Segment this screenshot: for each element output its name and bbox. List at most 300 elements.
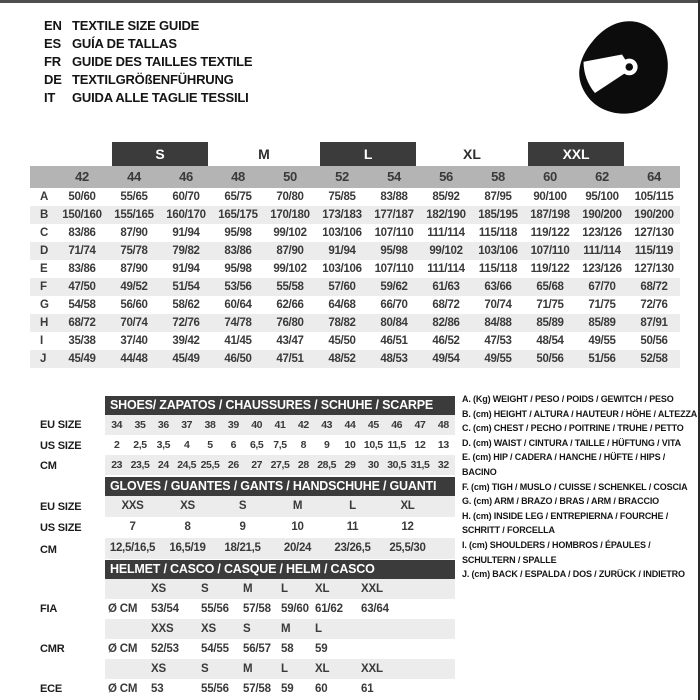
size-value: 74/78 — [224, 317, 252, 329]
helmet-value: 53/54 — [151, 603, 179, 615]
size-value: 58/62 — [172, 299, 200, 311]
shoes-value: 23,5 — [130, 459, 150, 471]
language-list — [44, 18, 252, 108]
gloves-value: 12 — [401, 521, 414, 533]
helmet-value: 58 — [281, 643, 294, 655]
size-value: 111/114 — [583, 245, 621, 257]
size-value: 72/76 — [640, 299, 668, 311]
helmet-size-row-FIA — [105, 579, 455, 599]
size-value: 63/66 — [484, 281, 512, 293]
language-row — [44, 36, 252, 51]
legend-entry: G. (cm) ARM / BRAZO / BRAS / ARM / BRACCIO — [462, 496, 660, 507]
size-value: 150/160 — [62, 209, 102, 221]
helmet-size: S — [201, 663, 209, 675]
size-value: 160/170 — [166, 209, 206, 221]
size-value: 99/102 — [429, 245, 463, 257]
size-value: 45/49 — [68, 353, 96, 365]
size-value: 91/94 — [172, 227, 200, 239]
gloves-value: 8 — [184, 521, 191, 533]
size-value: 79/82 — [172, 245, 200, 257]
legend-entry: H. (cm) INSIDE LEG / ENTREPIERNA / FOURCHE / SCHRITT / FORCELLA — [462, 510, 669, 536]
size-value: 71/74 — [68, 245, 96, 257]
helmet-value: 55/56 — [201, 603, 229, 615]
size-value: 177/187 — [374, 209, 414, 221]
helmet-size: XXL — [361, 583, 383, 595]
size-value: 61/63 — [432, 281, 460, 293]
size-value: 49/52 — [120, 281, 148, 293]
shoes-value: 24,5 — [177, 459, 197, 471]
helmet-value: 59 — [315, 643, 328, 655]
shoes-value: 48 — [437, 419, 449, 431]
size-value: 78/82 — [328, 317, 356, 329]
helmet-value: 52/53 — [151, 643, 179, 655]
helmet-size: M — [281, 623, 291, 635]
gloves-value: 12,5/16,5 — [109, 542, 156, 554]
size-value: 68/72 — [68, 317, 96, 329]
gloves-value: 18/21,5 — [224, 542, 261, 554]
gloves-row-label-2: CM — [40, 544, 57, 556]
size-value: 95/98 — [224, 263, 252, 275]
legend-entry: J. (cm) BACK / ESPALDA / DOS / ZURÜCK / INDIETRO — [462, 569, 685, 580]
size-row-B — [30, 206, 680, 224]
size-value: 83/86 — [68, 227, 96, 239]
size-value: 49/55 — [484, 353, 512, 365]
size-value: 107/110 — [374, 227, 414, 239]
shoes-value: 10 — [344, 439, 356, 451]
size-value: 182/190 — [426, 209, 466, 221]
shoes-value: 7,5 — [273, 439, 287, 451]
gloves-value: XXS — [121, 500, 144, 512]
size-group-S: S — [112, 142, 208, 166]
size-row-H — [30, 314, 680, 332]
shoes-value: 39 — [227, 419, 239, 431]
size-value: 127/130 — [634, 227, 674, 239]
size-value: 54/58 — [68, 299, 96, 311]
language-row — [44, 54, 252, 69]
shoes-value: 44 — [344, 419, 356, 431]
size-value: 95/98 — [224, 227, 252, 239]
shoes-value: 37 — [181, 419, 193, 431]
row-letter: G — [40, 299, 49, 311]
size-value: 83/86 — [224, 245, 252, 257]
shoes-value: 12 — [414, 439, 426, 451]
size-value: 87/91 — [640, 317, 668, 329]
helmet-size-row-CMR — [105, 619, 455, 639]
row-letter: I — [40, 335, 44, 347]
shoes-value: 27,5 — [270, 459, 290, 471]
helmet-size: XS — [151, 663, 166, 675]
size-value: 127/130 — [634, 263, 674, 275]
size-value: 82/86 — [432, 317, 460, 329]
helmet-header: HELMET / CASCO / CASQUE / HELM / CASCO — [105, 560, 455, 579]
gloves-value: 10 — [291, 521, 304, 533]
size-value: 123/126 — [582, 263, 622, 275]
size-value: 51/54 — [172, 281, 200, 293]
size-col-header: 60 — [543, 169, 557, 184]
size-group-M: M — [258, 146, 270, 162]
size-value: 52/58 — [640, 353, 668, 365]
shoes-value: 25,5 — [200, 459, 220, 471]
size-value: 75/85 — [328, 191, 356, 203]
shoes-value: 3,5 — [156, 439, 171, 451]
unit-spacer — [105, 659, 151, 679]
size-group-row — [30, 142, 680, 166]
shoes-value: 8 — [300, 439, 307, 451]
shoes-value: 45 — [367, 419, 379, 431]
shoes-value: 31,5 — [410, 459, 430, 471]
helmet-size: L — [281, 663, 288, 675]
size-value: 71/75 — [588, 299, 616, 311]
helmet-size: XS — [151, 583, 166, 595]
size-value: 165/175 — [218, 209, 258, 221]
size-value: 45/50 — [328, 335, 356, 347]
size-row-I — [30, 332, 680, 350]
shoes-value: 10,5 — [363, 439, 383, 451]
size-col-header: 50 — [283, 169, 297, 184]
size-value: 67/70 — [588, 281, 616, 293]
shoes-value: 36 — [157, 419, 169, 431]
legend-entry: B. (cm) HEIGHT / ALTURA / HAUTEUR / HÖHE / ALTEZZA — [462, 408, 698, 419]
helmet-standard-label-FIA: FIA — [40, 603, 58, 615]
gloves-value: 23/26,5 — [334, 542, 371, 554]
size-value: 83/86 — [68, 263, 96, 275]
language-code: FR — [44, 54, 61, 69]
helmet-size: XXL — [361, 663, 383, 675]
shoes-value: 28 — [297, 459, 309, 471]
size-value: 53/56 — [224, 281, 252, 293]
size-value: 68/72 — [432, 299, 460, 311]
legend-entry: D. (cm) WAIST / CINTURA / TAILLE / HÜFTUNG / VITA — [462, 437, 681, 448]
row-letter: E — [40, 263, 48, 275]
size-value: 84/88 — [484, 317, 512, 329]
helmet-value: 61/62 — [315, 603, 343, 615]
size-row-G — [30, 296, 680, 314]
gloves-row-2 — [105, 538, 455, 559]
language-title: GUÍA DE TALLAS — [72, 36, 177, 51]
helmet-value: 59/60 — [281, 603, 309, 615]
size-row-F — [30, 278, 680, 296]
size-value: 56/60 — [120, 299, 148, 311]
size-value: 39/42 — [172, 335, 200, 347]
helmet-standard-label-CMR: CMR — [40, 643, 65, 655]
helmet-icon-svg — [570, 16, 674, 120]
shoes-value: 32 — [437, 459, 449, 471]
size-value: 48/53 — [380, 353, 408, 365]
size-value: 47/50 — [68, 281, 96, 293]
size-row-J — [30, 350, 680, 368]
size-value: 46/50 — [224, 353, 252, 365]
gloves-value: 9 — [239, 521, 246, 533]
size-value: 119/122 — [530, 227, 570, 239]
shoes-row-label-0: EU SIZE — [40, 419, 82, 431]
corner-cell — [30, 166, 56, 188]
size-col-header: 52 — [335, 169, 349, 184]
shoes-value: 29 — [344, 459, 356, 471]
helmet-value-row-ECE — [105, 679, 455, 699]
gloves-header: GLOVES / GUANTES / GANTS / HANDSCHUHE / GUANTI — [105, 477, 455, 496]
shoes-value: 27 — [251, 459, 263, 471]
size-col-header: 42 — [75, 169, 89, 184]
size-value: 123/126 — [582, 227, 622, 239]
row-letter: H — [40, 317, 49, 329]
row-letter: F — [40, 281, 48, 293]
size-value: 187/198 — [530, 209, 570, 221]
size-value: 95/100 — [585, 191, 619, 203]
shoes-value: 42 — [297, 419, 309, 431]
size-value: 60/64 — [224, 299, 252, 311]
size-value: 87/90 — [120, 263, 148, 275]
size-group-XXL: XXL — [528, 142, 624, 166]
helmet-value: 61 — [361, 683, 374, 695]
shoes-value: 30 — [367, 459, 379, 471]
row-letter: B — [40, 209, 49, 221]
shoes-value: 23 — [111, 459, 123, 471]
row-letter: C — [40, 227, 49, 239]
gloves-value: M — [292, 500, 303, 512]
size-col-header: 54 — [387, 169, 401, 184]
size-row-A — [30, 188, 680, 206]
unit-label: Ø CM — [108, 603, 138, 615]
shoes-value: 4 — [183, 439, 190, 451]
size-value: 99/102 — [273, 227, 307, 239]
size-value: 76/80 — [276, 317, 304, 329]
size-value: 44/48 — [120, 353, 148, 365]
size-value: 95/98 — [380, 245, 408, 257]
size-row-E — [30, 260, 680, 278]
size-value: 85/92 — [432, 191, 460, 203]
shoes-value: 46 — [391, 419, 403, 431]
size-value: 111/114 — [427, 263, 465, 275]
language-code: EN — [44, 18, 62, 33]
gloves-row-1 — [105, 517, 455, 538]
unit-label: Ø CM — [108, 683, 138, 695]
gloves-row-0 — [105, 496, 455, 517]
gloves-value: 25,5/30 — [389, 542, 426, 554]
unit-label: Ø CM — [108, 643, 138, 655]
size-value: 45/49 — [172, 353, 200, 365]
size-value: 190/200 — [634, 209, 674, 221]
size-value: 48/54 — [536, 335, 564, 347]
helmet-size: L — [315, 623, 322, 635]
shoes-rows — [105, 415, 455, 475]
shoes-value: 5 — [207, 439, 213, 451]
gloves-rows — [105, 496, 455, 559]
size-value: 99/102 — [273, 263, 307, 275]
helmet-value: 57/58 — [243, 603, 271, 615]
language-title: GUIDE DES TAILLES TEXTILE — [72, 54, 253, 69]
shoes-value: 30,5 — [387, 459, 407, 471]
size-row-D — [30, 242, 680, 260]
measurement-legend — [462, 392, 698, 582]
size-value: 185/195 — [478, 209, 518, 221]
size-value: 55/65 — [120, 191, 148, 203]
helmet-size: XL — [315, 583, 330, 595]
gloves-value: XL — [400, 500, 415, 512]
size-value: 87/90 — [276, 245, 304, 257]
size-value: 50/60 — [68, 191, 96, 203]
legend-entry: F. (cm) TIGH / MUSLO / CUISSE / SCHENKEL / COSCIA — [462, 481, 688, 492]
size-value: 111/114 — [427, 227, 465, 239]
size-value: 71/75 — [536, 299, 564, 311]
helmet-size-row-ECE — [105, 659, 455, 679]
language-code: DE — [44, 72, 62, 87]
size-value: 155/165 — [114, 209, 154, 221]
size-value: 115/118 — [478, 227, 518, 239]
size-value: 65/68 — [536, 281, 564, 293]
helmet-size: M — [243, 583, 253, 595]
main-size-table — [30, 142, 680, 368]
gloves-value: 7 — [129, 521, 136, 533]
size-value: 64/68 — [328, 299, 356, 311]
size-value: 173/183 — [322, 209, 362, 221]
helmet-size: L — [281, 583, 288, 595]
shoes-value: 43 — [321, 419, 333, 431]
size-value: 46/51 — [380, 335, 408, 347]
shoes-value: 9 — [323, 439, 330, 451]
gloves-row-label-1: US SIZE — [40, 522, 82, 534]
shoes-value: 34 — [111, 419, 123, 431]
helmet-rows — [105, 579, 455, 699]
size-value: 107/110 — [374, 263, 414, 275]
size-value: 190/200 — [582, 209, 622, 221]
size-value: 50/56 — [536, 353, 564, 365]
size-value: 60/70 — [172, 191, 200, 203]
language-title: GUIDA ALLE TAGLIE TESSILI — [72, 90, 249, 105]
helmet-value: 59 — [281, 683, 294, 695]
top-border — [0, 0, 700, 3]
shoes-value: 2 — [113, 439, 120, 451]
size-value: 70/74 — [484, 299, 512, 311]
size-row-C — [30, 224, 680, 242]
shoes-row-label-1: US SIZE — [40, 440, 82, 452]
size-value: 47/51 — [276, 353, 304, 365]
shoes-row-2 — [105, 455, 455, 475]
shoes-value: 11,5 — [387, 439, 406, 451]
size-col-header: 56 — [439, 169, 453, 184]
size-value: 103/106 — [322, 263, 362, 275]
shoes-row-label-2: CM — [40, 460, 57, 472]
language-code: ES — [44, 36, 61, 51]
size-value: 65/75 — [224, 191, 252, 203]
helmet-size: XXS — [151, 623, 174, 635]
shoes-value: 28,5 — [317, 459, 337, 471]
size-value: 85/89 — [536, 317, 564, 329]
size-value: 57/60 — [328, 281, 356, 293]
size-value: 115/118 — [478, 263, 518, 275]
size-value: 170/180 — [270, 209, 310, 221]
size-group-XL: XL — [463, 146, 481, 162]
shoes-value: 26 — [227, 459, 239, 471]
size-value: 103/106 — [322, 227, 362, 239]
row-letter: D — [40, 245, 49, 257]
size-value: 55/58 — [276, 281, 304, 293]
helmet-value: 53 — [151, 683, 164, 695]
racing-helmet-icon — [570, 16, 674, 120]
helmet-size: XL — [315, 663, 330, 675]
unit-spacer — [105, 619, 151, 639]
helmet-value-row-FIA — [105, 599, 455, 619]
size-value: 37/40 — [120, 335, 148, 347]
size-value: 59/62 — [380, 281, 408, 293]
language-title: TEXTILE SIZE GUIDE — [72, 18, 200, 33]
gloves-value: L — [349, 500, 356, 512]
helmet-value: 63/64 — [361, 603, 389, 615]
size-table-body — [30, 188, 680, 368]
legend-entry: A. (Kg) WEIGHT / PESO / POIDS / GEWITCH / PESO — [462, 394, 674, 404]
size-value: 62/66 — [276, 299, 304, 311]
size-col-header: 58 — [491, 169, 505, 184]
helmet-size: S — [243, 623, 251, 635]
helmet-value: 60 — [315, 683, 328, 695]
size-value: 49/54 — [432, 353, 460, 365]
gloves-value: S — [238, 500, 247, 512]
helmet-size: S — [201, 583, 209, 595]
helmet-value: 56/57 — [243, 643, 271, 655]
size-value: 91/94 — [172, 263, 200, 275]
size-value: 75/78 — [120, 245, 148, 257]
size-value: 66/70 — [380, 299, 408, 311]
size-value: 43/47 — [276, 335, 304, 347]
size-col-header: 44 — [127, 169, 141, 184]
gloves-value: XS — [180, 500, 195, 512]
size-value: 46/52 — [432, 335, 460, 347]
gloves-value: 11 — [346, 521, 359, 533]
helmet-value-row-CMR — [105, 639, 455, 659]
shoes-value: 41 — [274, 419, 286, 431]
helmet-size: XS — [201, 623, 216, 635]
helmet-size — [361, 619, 455, 639]
language-title: TEXTILGRÖßENFÜHRUNG — [72, 72, 234, 87]
helmet-value — [361, 639, 455, 659]
shoes-value: 35 — [134, 419, 146, 431]
size-value: 115/119 — [634, 245, 674, 257]
helmet-size: M — [243, 663, 253, 675]
size-value: 41/45 — [224, 335, 252, 347]
size-group-L: L — [320, 142, 416, 166]
size-col-header: 48 — [231, 169, 245, 184]
size-value: 49/55 — [588, 335, 616, 347]
shoes-value: 13 — [437, 439, 449, 451]
size-value: 87/90 — [120, 227, 148, 239]
legend-entry: E. (cm) HIP / CADERA / HANCHE / HÜFTE / HIPS / BACINO — [462, 452, 666, 477]
language-row — [44, 18, 252, 33]
shoes-row-0 — [105, 415, 455, 435]
size-value: 119/122 — [530, 263, 570, 275]
gloves-value: 16,5/19 — [169, 542, 206, 554]
unit-spacer — [105, 579, 151, 599]
row-letter: J — [40, 353, 47, 365]
helmet-standard-label-ECE: ECE — [40, 683, 63, 695]
size-value: 90/100 — [533, 191, 567, 203]
size-value: 103/106 — [478, 245, 518, 257]
shoes-value: 47 — [414, 419, 426, 431]
legend-entry: C. (cm) CHEST / PECHO / POITRINE / TRUHE / PETTO — [462, 423, 684, 434]
shoes-value: 6,5 — [249, 439, 264, 451]
size-value: 35/38 — [68, 335, 96, 347]
shoes-header: SHOES/ ZAPATOS / CHAUSSURES / SCHUHE / SCARPE — [105, 396, 455, 415]
size-value: 85/89 — [588, 317, 616, 329]
size-value: 105/115 — [634, 191, 674, 203]
size-value: 87/95 — [484, 191, 512, 203]
row-letter: A — [40, 191, 49, 203]
shoes-value: 6 — [230, 439, 237, 451]
size-num-row — [30, 166, 680, 188]
size-value: 51/56 — [588, 353, 616, 365]
gloves-row-label-0: EU SIZE — [40, 501, 82, 513]
size-value: 68/72 — [640, 281, 668, 293]
size-value: 70/80 — [276, 191, 304, 203]
language-row — [44, 90, 252, 105]
